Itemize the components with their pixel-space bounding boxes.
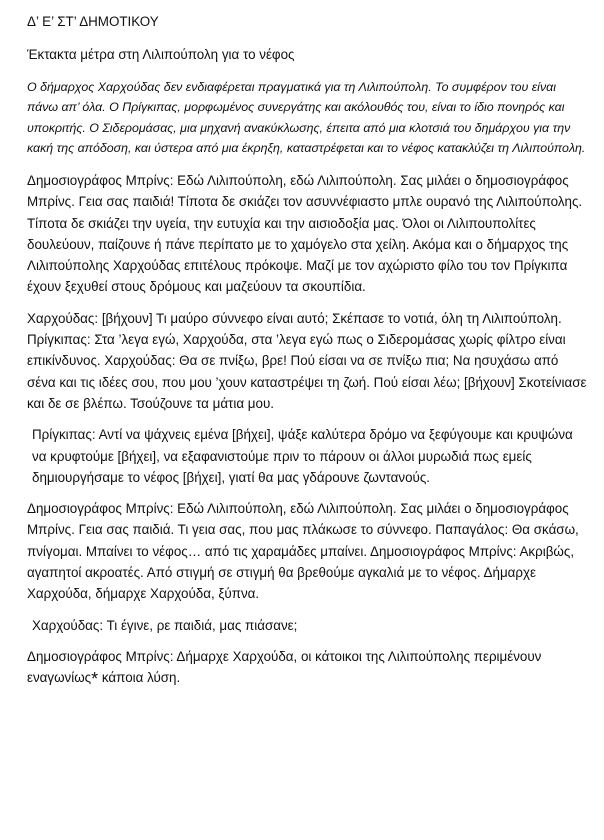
paragraph-charchoudas-cough: Χαρχούδας: [βήχουν] Τι μαύρο σύννεφο είναι αυτό; Σκέπασε το νοτιά, όλη τη Λιλιπούπολη. Πρίγκιπας: Στα ’λεγα εγώ, Χαρχούδα, στα ’λεγα εγώ πως ο Σιδερομάσας χωρίς φίλτρο είναι επικίνδυνος. Χαρχούδας: Θα σε πνίξω, βρε! Πού είσαι να σε πνίξω πια; Να ησυχάσω από σένα και τις ιδέες σου, που μου ’χουν καταστρέψει τη ζωή. Πού είσαι λέω; [βήχουν] Σκοτείνιασε και δε σε βλέπω. Τσούζουνε τα μάτια μου. — [27, 310, 587, 411]
final-paragraph-text-end: κάποια λύση. — [98, 670, 181, 686]
document-title: Έκτακτα μέτρα στη Λιλιπούπολη για το νέφος — [27, 47, 295, 63]
paragraph-reporter-intro: Δημοσιογράφος Μπρίνς: Εδώ Λιλιπούπολη, εδώ Λιλιπούπολη. Σας μιλάει ο δημοσιογράφος Μπρίνς. Γεια σας παιδιά! Τίποτα δε σκιάζει τον ασυννέφιαστο μπλε ουρανό της Λιλιπούπολης. Τίποτα δε σκιάζει την υγεία, την ευτυχία και την αισιοδοξία μας. Όλοι οι Λιλιπουπολίτες δουλεύουν, παίζουνε ή πάνε περίπατο με το χαμόγελο στα χείλη. Ακόμα και ο δήμαρχος της Λιλιπούπολης Χαρχούδας επιτέλους πρόκοψε. Μαζί με τον αχώριστο φίλο του τον Πρίγκιπα έχουν ξεχυθεί στους δρόμους και μαζεύουν τα σκουπίδια. — [27, 172, 583, 295]
final-paragraph-text-start: Δημοσιογράφος Μπρίνς: Δήμαρχε Χαρχούδα, οι κάτοικοι της Λιλιπούπολης περιμένουν εναγωνίως — [27, 648, 542, 686]
footnote-asterisk: * — [91, 669, 99, 690]
intro-paragraph: Ο δήμαρχος Χαρχούδας δεν ενδιαφέρεται πραγματικά για τη Λιλιπούπολη. Το συμφέρον του είναι πάνω απ’ όλα. Ο Πρίγκιπας, μορφωμένος συνεργάτης και ακόλουθός του, είναι το ίδιο πονηρός και υποκριτής. Ο Σιδερομάσας, μια μηχανή ανακύκλωσης, έπειτα από μια κλοτσιά του δημάρχου για την κακή της απόδοση, και ύστερα από μια έκρηξη, καταστρέφεται και το νέφος κατακλύζει τη Λιλιπούπολη. — [27, 79, 586, 156]
paragraph-reporter-final — [27, 646, 588, 689]
paragraph-prince-reply: Πρίγκιπας: Αντί να ψάχνεις εμένα [βήχει], ψάξε καλύτερα δρόμο να ξεφύγουμε και κρυψώνα να κρυφτούμε [βήχει], να εξαφανιστούμε πριν το πάρουν οι άλλοι μυρωδιά πως εμείς δημιουργήσαμε το νέφος [βήχει], γιατί θα μας γδάρουνε ζωντανούς. — [32, 427, 573, 485]
paragraph-charchoudas-question: Χαρχούδας: Τι έγινε, ρε παιδιά, μας πιάσανε; — [32, 617, 298, 633]
grade-heading: Δ’ Ε’ ΣΤ’ ΔΗΜΟΤΙΚΟΥ — [27, 14, 159, 29]
paragraph-reporter-report: Δημοσιογράφος Μπρίνς: Εδώ Λιλιπούπολη, εδώ Λιλιπούπολη. Σας μιλάει ο δημοσιογράφος Μπρίνς. Γεια σας παιδιά. Τι γεια σας, που μας πλάκωσε το σύννεφο. Παπαγάλος: Θα σκάσω, πνίγομαι. Μπαίνει το νέφος… από τις χαραμάδες μπαίνει. Δημοσιογράφος Μπρίνς: Ακριβώς, αγαπητοί ακροατές. Από στιγμή σε στιγμή θα βρεθούμε αγκαλιά με το νέφος. Δήμαρχε Χαρχούδα, δήμαρχε Χαρχούδα, ξύπνα. — [27, 501, 579, 602]
